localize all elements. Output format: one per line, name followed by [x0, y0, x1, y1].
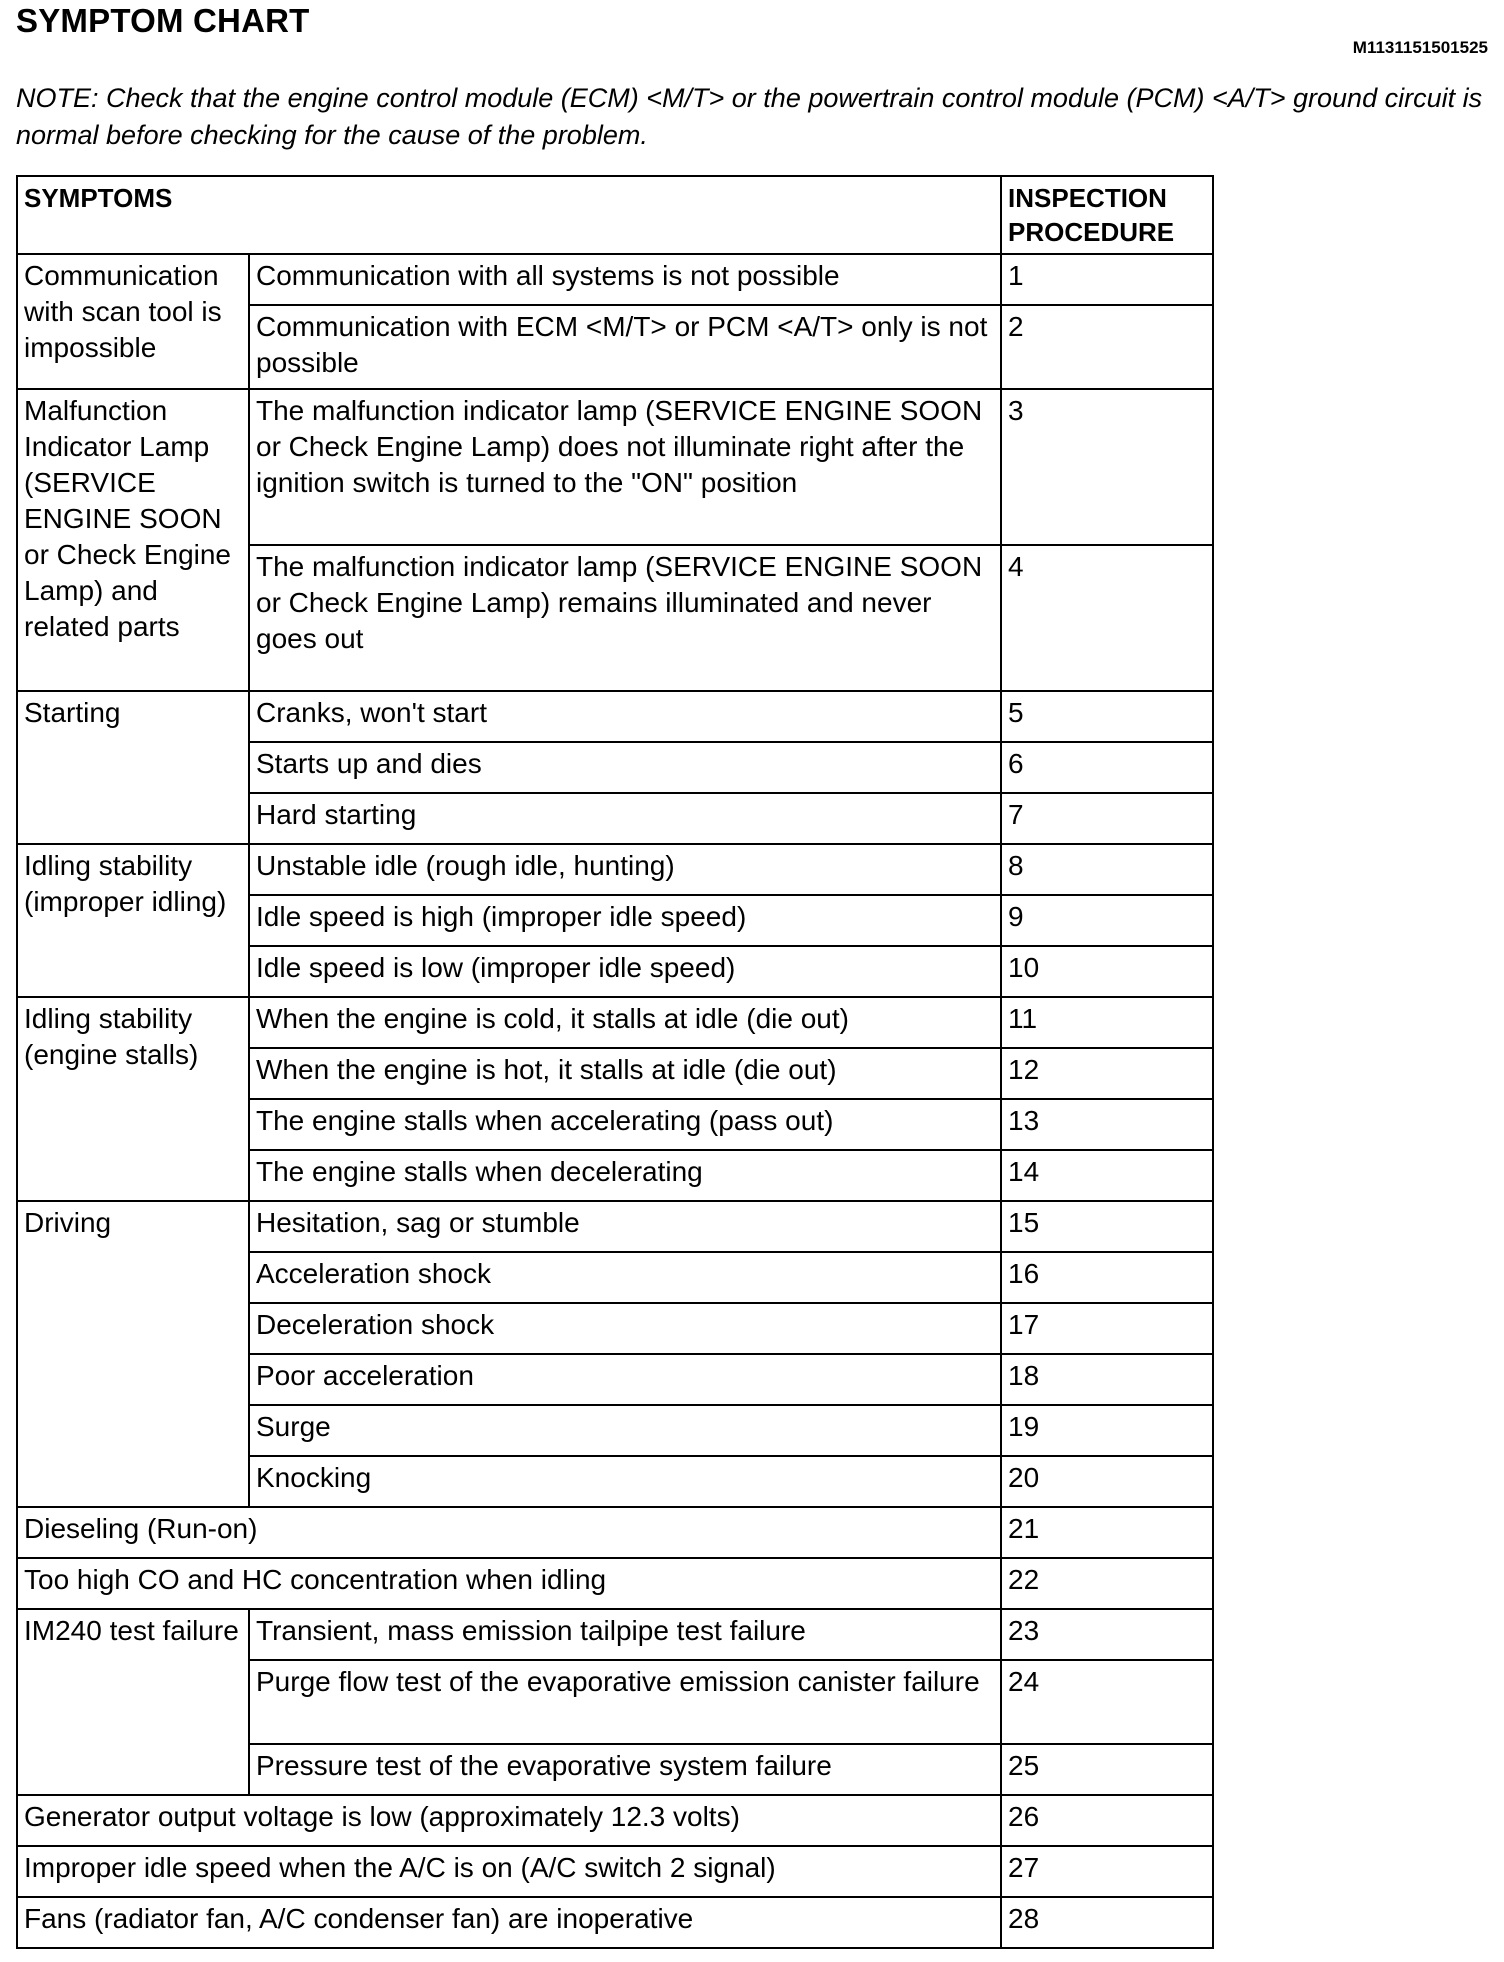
- symptom-table: [16, 175, 1214, 1949]
- procedure-cell: 4: [1001, 545, 1213, 691]
- procedure-cell: 3: [1001, 389, 1213, 545]
- symptom-cell: Deceleration shock: [249, 1303, 1001, 1354]
- symptom-cell: Hesitation, sag or stumble: [249, 1201, 1001, 1252]
- header-inspection-procedure: [1001, 176, 1213, 254]
- group-idling-improper: Idling stability (improper idling): [17, 844, 249, 997]
- symptom-cell: Unstable idle (rough idle, hunting): [249, 844, 1001, 895]
- symptom-cell: Improper idle speed when the A/C is on (A/C switch 2 signal): [17, 1846, 1001, 1897]
- symptom-cell: Poor acceleration: [249, 1354, 1001, 1405]
- symptom-cell: Generator output voltage is low (approximately 12.3 volts): [17, 1795, 1001, 1846]
- procedure-cell: 9: [1001, 895, 1213, 946]
- procedure-cell: 6: [1001, 742, 1213, 793]
- symptom-cell: Too high CO and HC concentration when idling: [17, 1558, 1001, 1609]
- symptom-cell: Communication with ECM <M/T> or PCM <A/T> only is not possible: [249, 305, 1001, 389]
- group-idling-stalls: Idling stability (engine stalls): [17, 997, 249, 1201]
- document-id: M1131151501525: [1352, 38, 1488, 57]
- table-row: [17, 1558, 1213, 1609]
- symptom-cell: The engine stalls when decelerating: [249, 1150, 1001, 1201]
- symptom-cell: Hard starting: [249, 793, 1001, 844]
- procedure-cell: 23: [1001, 1609, 1213, 1660]
- group-malfunction-indicator-lamp: Malfunction Indicator Lamp (SERVICE ENGINE SOON or Check Engine Lamp) and related parts: [17, 389, 249, 691]
- symptom-cell: Purge flow test of the evaporative emission canister failure: [249, 1660, 1001, 1744]
- symptom-cell: Dieseling (Run-on): [17, 1507, 1001, 1558]
- symptom-cell: When the engine is hot, it stalls at idle (die out): [249, 1048, 1001, 1099]
- procedure-cell: 22: [1001, 1558, 1213, 1609]
- procedure-cell: 14: [1001, 1150, 1213, 1201]
- symptom-cell: The malfunction indicator lamp (SERVICE ENGINE SOON or Check Engine Lamp) does not illuminate right after the ignition switch is turned to the "ON" position: [249, 389, 1001, 545]
- procedure-cell: 11: [1001, 997, 1213, 1048]
- table-row: [17, 389, 1213, 545]
- table-row: [17, 1201, 1213, 1252]
- procedure-cell: 20: [1001, 1456, 1213, 1507]
- table-header-row: [17, 176, 1213, 254]
- symptom-cell: Idle speed is high (improper idle speed): [249, 895, 1001, 946]
- table-row: [17, 1507, 1213, 1558]
- procedure-cell: 18: [1001, 1354, 1213, 1405]
- group-im240-test-failure: IM240 test failure: [17, 1609, 249, 1795]
- procedure-cell: 5: [1001, 691, 1213, 742]
- symptom-cell: Transient, mass emission tailpipe test failure: [249, 1609, 1001, 1660]
- header-procedure-line1: INSPECTION: [1008, 183, 1167, 213]
- procedure-cell: 13: [1001, 1099, 1213, 1150]
- procedure-cell: 27: [1001, 1846, 1213, 1897]
- header-procedure-line2: PROCEDURE: [1008, 217, 1175, 247]
- procedure-cell: 17: [1001, 1303, 1213, 1354]
- symptom-cell: Idle speed is low (improper idle speed): [249, 946, 1001, 997]
- symptom-cell: Starts up and dies: [249, 742, 1001, 793]
- procedure-cell: 10: [1001, 946, 1213, 997]
- group-starting: Starting: [17, 691, 249, 844]
- table-row: [17, 997, 1213, 1048]
- procedure-cell: 25: [1001, 1744, 1213, 1795]
- table-row: [17, 1609, 1213, 1660]
- header-symptoms: SYMPTOMS: [17, 176, 1001, 254]
- procedure-cell: 28: [1001, 1897, 1213, 1948]
- table-row: [17, 1795, 1213, 1846]
- group-driving: Driving: [17, 1201, 249, 1507]
- table-row: [17, 691, 1213, 742]
- symptom-cell: Surge: [249, 1405, 1001, 1456]
- procedure-cell: 2: [1001, 305, 1213, 389]
- procedure-cell: 21: [1001, 1507, 1213, 1558]
- note-text: NOTE: Check that the engine control module (ECM) <M/T> or the powertrain control module (PCM) <A/T> ground circuit is normal before checking for the cause of the problem.: [16, 83, 1483, 150]
- procedure-cell: 15: [1001, 1201, 1213, 1252]
- symptom-cell: Pressure test of the evaporative system failure: [249, 1744, 1001, 1795]
- procedure-cell: 1: [1001, 254, 1213, 305]
- table-row: [17, 254, 1213, 305]
- symptom-cell: Communication with all systems is not possible: [249, 254, 1001, 305]
- table-row: [17, 1897, 1213, 1948]
- symptom-cell: The engine stalls when accelerating (pass out): [249, 1099, 1001, 1150]
- procedure-cell: 19: [1001, 1405, 1213, 1456]
- symptom-cell: Fans (radiator fan, A/C condenser fan) are inoperative: [17, 1897, 1001, 1948]
- symptom-cell: The malfunction indicator lamp (SERVICE ENGINE SOON or Check Engine Lamp) remains illuminated and never goes out: [249, 545, 1001, 691]
- symptom-cell: Cranks, won't start: [249, 691, 1001, 742]
- procedure-cell: 8: [1001, 844, 1213, 895]
- page-title: SYMPTOM CHART: [16, 2, 310, 39]
- group-communication: Communication with scan tool is impossible: [17, 254, 249, 389]
- table-row: [17, 1846, 1213, 1897]
- procedure-cell: 26: [1001, 1795, 1213, 1846]
- procedure-cell: 7: [1001, 793, 1213, 844]
- symptom-cell: When the engine is cold, it stalls at idle (die out): [249, 997, 1001, 1048]
- symptom-cell: Acceleration shock: [249, 1252, 1001, 1303]
- procedure-cell: 24: [1001, 1660, 1213, 1744]
- symptom-cell: Knocking: [249, 1456, 1001, 1507]
- table-row: [17, 844, 1213, 895]
- procedure-cell: 12: [1001, 1048, 1213, 1099]
- procedure-cell: 16: [1001, 1252, 1213, 1303]
